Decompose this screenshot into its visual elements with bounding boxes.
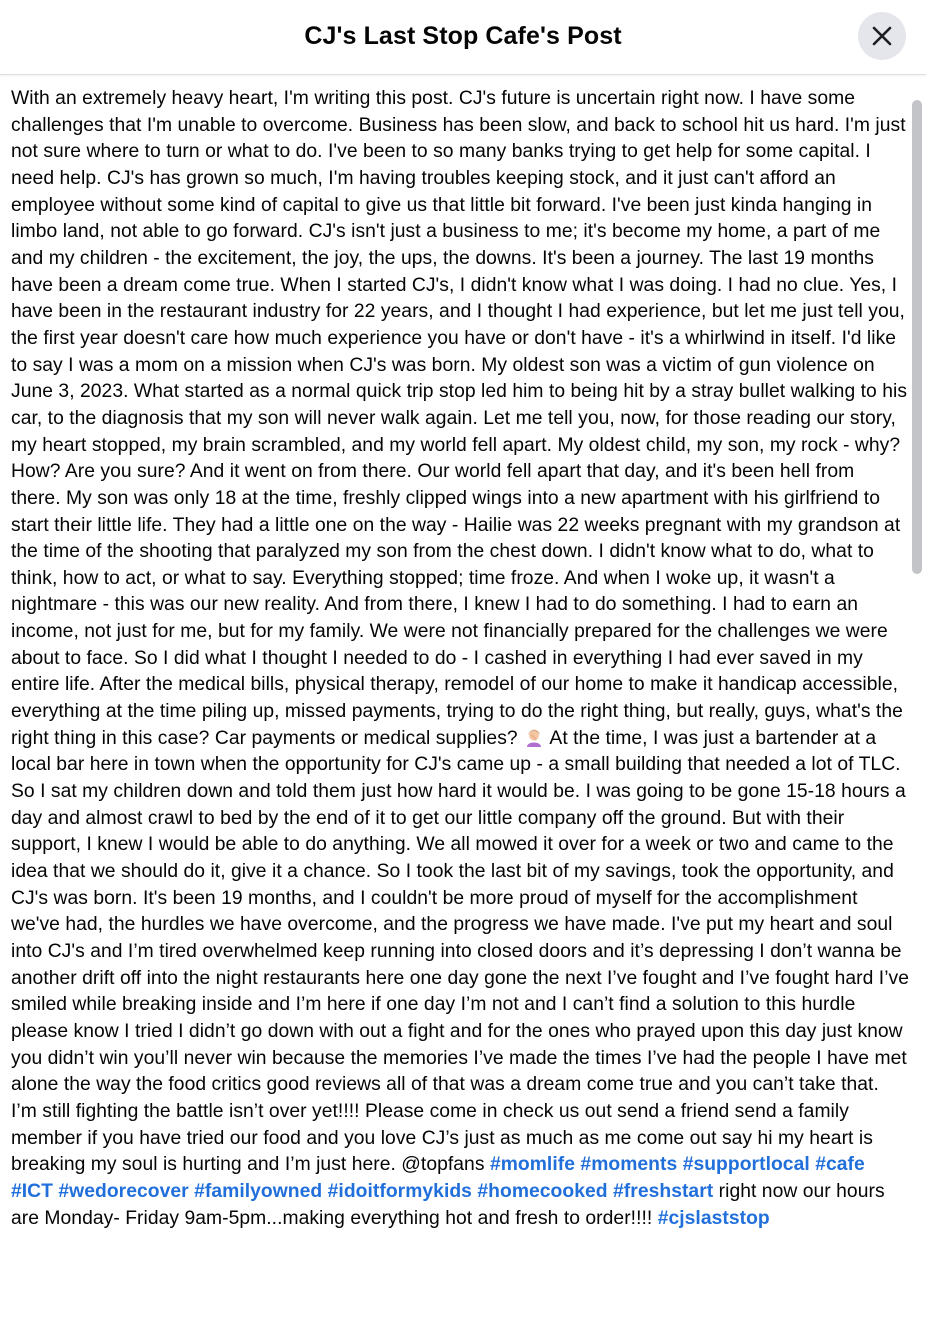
post-text-part-3: right now our hours are Monday- Friday 9am-5pm...making everything hot and fresh to order!!!!	[11, 1180, 885, 1229]
hashtag-link[interactable]: #homecooked	[477, 1180, 608, 1202]
scrollbar-thumb[interactable]	[912, 100, 922, 574]
post-text-part-1: With an extremely heavy heart, I'm writing this post. CJ's future is uncertain right now. I have some challenges that I'm unable to overcome. Business has been slow, and back to school hit us hard. I'm just not sure where to turn or what to do. I've been to so many banks trying to get help for some capital. I need help. CJ's has grown so much, I'm having troubles keeping stock, and it just can't afford an employee without some kind of capital to give us that little bit forward. I've been just kinda hanging in limbo land, not able to go forward. CJ's isn't just a business to me; it's become my home, a part of me and my children - the excitement, the joy, the ups, the downs. It's been a journey. The last 19 months have been a dream come true. When I started CJ's, I didn't know what I was doing. I had no clue. Yes, I have been in the restaurant industry for 22 years, and I thought I had experience, but let me just tell you, the first year doesn't care how much experience you have or don't have - it's a whirlwind in itself. I'd like to say I was a mom on a mission when CJ's was born. My oldest son was a victim of gun violence on June 3, 2023. What started as a normal quick trip stop led him to being hit by a stray bullet walking to his car, to the diagnosis that my son will never walk again. Let me tell you, now, for those reading our story, my heart stopped, my brain scrambled, and my world fell apart. My oldest child, my son, my rock - why? How? Are you sure? And it went on from there. Our world fell apart that day, and it's been hell from there. My son was only 18 at the time, freshly clipped wings into a new apartment with his girlfriend to start their little life. They had a little one on the way - Hailie was 22 weeks pregnant with my grandson at the time of the shooting that paralyzed my son from the chest down. I didn't know what to do, what to think, how to act, or what to say. Everything stopped; time froze. And when I woke up, it wasn't a nightmare - this was our new reality. And from there, I knew I had to do something. I had to earn an income, not just for me, but for my family. We were not financially prepared for the challenges we were about to face. So I did what I thought I needed to do - I cashed in everything I had ever saved in my entire life. After the medical bills, physical therapy, remodel of our home to make it handicap accessible, everything at the time piling up, missed payments, trying to do the right thing, but really, guys, what's the right thing in this case? Car payments or medical supplies?	[11, 88, 908, 749]
hashtag-link[interactable]: #ICT	[11, 1180, 53, 1202]
dialog-header	[0, 0, 926, 75]
post-text-part-2: At the time, I was just a bartender at a local bar here in town when the opportunity for CJ's came up - a small building that needed a lot of TLC. So I sat my children down and told them just how hard it would be. I was going to be gone 15-18 hours a day and almost crawl to bed by the end of it to get our little company off the ground. But with their support, I knew I would be able to do anything. We all mowed it over for a week or two and came to the idea that we should do it, give it a chance. So I took the last bit of my savings, took the opportunity, and CJ's was born. It's been 19 months, and I couldn't be more proud of myself for the accomplishment we've had, the hurdles we have overcome, and the progress we have made. I've put my heart and soul into CJ's and I’m tired overwhelmed keep running into closed doors and it’s depressing I don’t wanna be another drift off into the night restaurants here one day gone the next I’ve fought and I’ve fought hard I’ve smiled while breaking inside and I’m here if one day I’m not and I can’t find a solution to this hurdle please know I tried I didn’t go down with out a fight and for the ones who prayed upon this day just know you didn’t win you’ll never win because the memories I’ve made the times I’ve had the people I have met alone the way the food critics good reviews all of that was a dream come true and you can’t take that. I’m still fighting the battle isn’t over yet!!!! Please come in check us out send a friend send a family member if you have tried our food and you love CJ’s just as much as me come out say hi my heart is breaking my soul is hurting and I’m just here. @topfans	[11, 727, 909, 1176]
post-body	[11, 86, 909, 1316]
hashtag-link[interactable]: #wedorecover	[58, 1180, 189, 1202]
hashtag-link[interactable]: #idoitformykids	[327, 1180, 472, 1202]
close-button[interactable]	[858, 12, 906, 60]
woman-facepalming-icon	[523, 727, 545, 747]
hashtag-link[interactable]: #cafe	[815, 1154, 865, 1176]
hashtag-link[interactable]: #momlife	[489, 1154, 575, 1176]
hashtag-link[interactable]: #cjslaststop	[657, 1207, 770, 1229]
hashtag-link[interactable]: #moments	[580, 1154, 678, 1176]
hashtag-link[interactable]: #supportlocal	[682, 1154, 810, 1176]
close-icon	[871, 25, 893, 47]
hashtag-link[interactable]: #familyowned	[194, 1180, 323, 1202]
dialog-title: CJ's Last Stop Cafe's Post	[304, 22, 622, 50]
post-text	[11, 86, 909, 1232]
hashtag-link[interactable]: #freshstart	[613, 1180, 714, 1202]
